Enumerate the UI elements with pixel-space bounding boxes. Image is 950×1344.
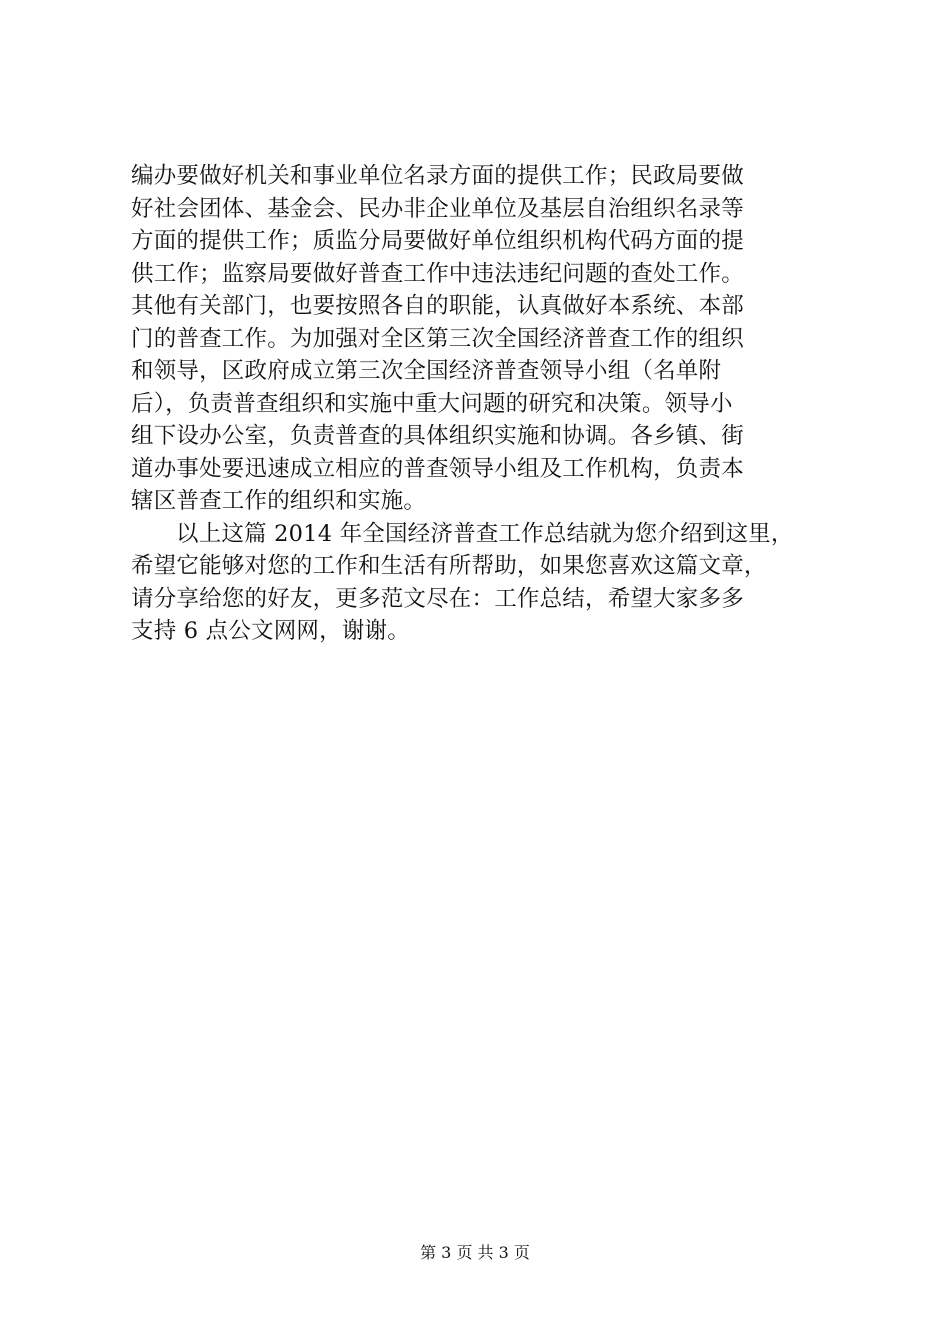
text-line: 方面的提供工作；质监分局要做好单位组织机构代码方面的提 xyxy=(131,228,744,254)
text-line: 组下设办公室，负责普查的具体组织实施和协调。各乡镇、街 xyxy=(131,423,744,449)
text-line: 门的普查工作。为加强对全区第三次全国经济普查工作的组织 xyxy=(131,325,744,352)
paragraph-1 xyxy=(131,160,831,518)
text-line: 其他有关部门，也要按照各自的职能，认真做好本系统、本部 xyxy=(131,293,744,319)
text-line: 后），负责普查组织和实施中重大问题的研究和决策。领导小 xyxy=(131,390,733,417)
text-line: 希望它能够对您的工作和生活有所帮助，如果您喜欢这篇文章， xyxy=(131,553,767,579)
text-line: 道办事处要迅速成立相应的普查领导小组及工作机构，负责本 xyxy=(131,455,744,482)
paragraph-2 xyxy=(131,518,831,648)
text-line: 辖区普查工作的组织和实施。 xyxy=(131,488,427,514)
page-number-label: 第 3 页 共 3 页 xyxy=(420,1243,530,1262)
text-line: 请分享给您的好友，更多范文尽在：工作总结，希望大家多多 xyxy=(131,585,744,612)
page-footer xyxy=(0,1243,950,1263)
text-line: 支持 6 点公文网网，谢谢。 xyxy=(131,618,410,644)
text-line: 供工作；监察局要做好普查工作中违法违纪问题的查处工作。 xyxy=(131,260,744,287)
text-line: 编办要做好机关和事业单位名录方面的提供工作；民政局要做 xyxy=(131,163,744,189)
text-line: 和领导，区政府成立第三次全国经济普查领导小组（名单附 xyxy=(131,358,722,384)
text-line: 以上这篇 2014 年全国经济普查工作总结就为您介绍到这里， xyxy=(176,520,794,547)
text-line: 好社会团体、基金会、民办非企业单位及基层自治组织名录等 xyxy=(131,195,744,222)
document-body xyxy=(131,160,831,648)
